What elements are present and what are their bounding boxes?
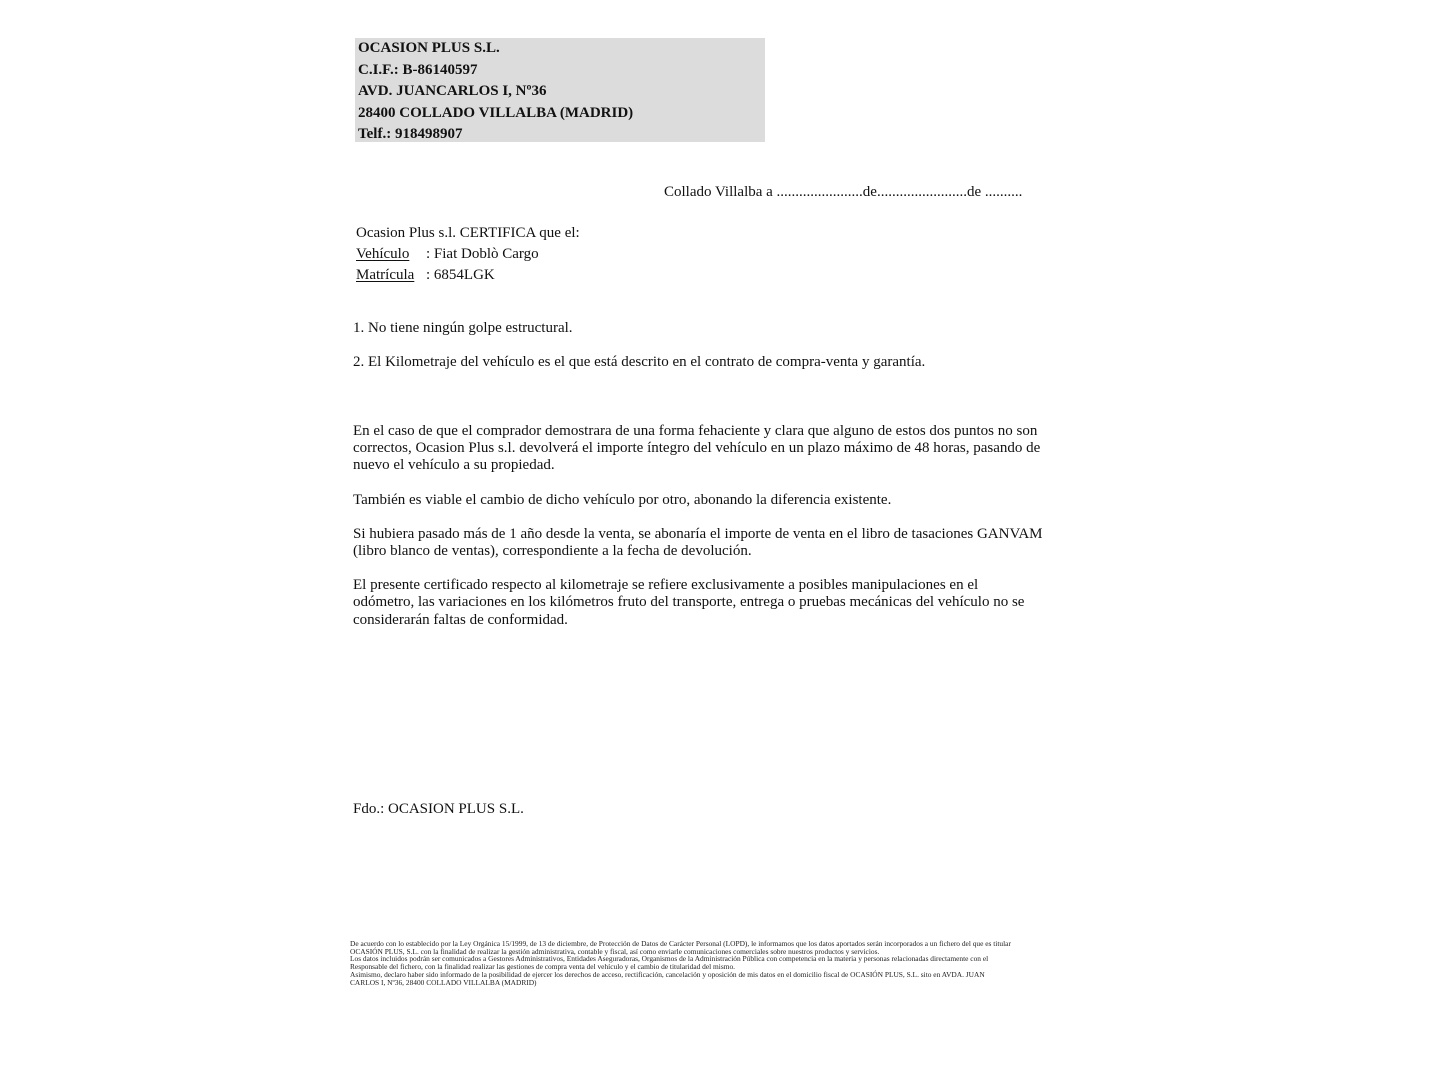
certification-intro [356,223,580,244]
company-address: AVD. JUANCARLOS I, Nº36 [358,83,547,99]
company-header-box [355,38,765,142]
footer-line: OCASIÓN PLUS, S.L. con la finalidad de realizar la gestión administrativa, contable y fiscal, así como enviarle comunicaciones comerciales sobre nuestros productos y servicios. [350,946,880,956]
company-city: 28400 COLLADO VILLALBA (MADRID) [358,104,634,121]
footer-line: Responsable del fichero, con la finalidad realizar las gestiones de compra venta del vehículo y el cambio de titularidad del mismo. [350,962,736,972]
conditions-section [353,423,1043,646]
privacy-footer [350,940,1050,987]
certification-block [356,223,580,286]
company-phone: Telf.: 918498907 [358,126,463,142]
plate-label: Matrícula [356,267,415,283]
company-cif: C.I.F.: B-86140597 [358,61,478,78]
plate-value: : 6854LGK [426,267,495,283]
odometer-paragraph: El presente certificado respecto al kilometraje se refiere exclusivamente a posibles manipulaciones en el odómetro, las variaciones en los kilómetros fruto del transporte, entrega o pruebas mecánicas del vehículo no se considerarán faltas de conformidad. [353,577,1025,628]
exchange-paragraph: También es viable el cambio de dicho vehículo por otro, abonando la diferencia existente. [353,491,892,508]
company-name: OCASION PLUS S.L. [358,40,500,56]
vehicle-row [356,244,580,265]
signature-line: Fdo.: OCASION PLUS S.L. [353,801,524,817]
certification-intro-text: Ocasion Plus s.l. CERTIFICA que el: [356,225,580,241]
vehicle-label: Vehículo [356,246,410,262]
ganvam-paragraph: Si hubiera pasado más de 1 año desde la venta, se abonaría el importe de venta en el libro de tasaciones GANVAM (libro blanco de ventas), correspondiente a la fecha de devolución. [353,525,1043,560]
certified-points-list [353,319,1053,387]
plate-row [356,265,580,286]
footer-line: Los datos incluidos podrán ser comunicados a Gestores Administrativos, Entidades Aseguradoras, Organismos de la Administración Pública con competencia en la materia y personas relacionadas directamente con el [350,954,989,964]
footer-line: CARLOS I, Nº36, 28400 COLLADO VILLALBA (MADRID) [350,977,537,987]
vehicle-value: : Fiat Doblò Cargo [426,246,539,262]
footer-line: De acuerdo con lo establecido por la Ley Orgánica 15/1999, de 13 de diciembre, de Protección de Datos de Carácter Personal (LOPD), le informamos que los datos aportados serán incorporados a un fichero del que es titular [350,940,1011,948]
footer-line: Asimismo, declaro haber sido informado de la posibilidad de ejercer los derechos de acceso, rectificación, cancelación y oposición de mis datos en el domicilio fiscal de OCASIÓN PLUS, S.L. sito en AVDA. JUAN [350,969,985,979]
certified-point-1: 1. No tiene ningún golpe estructural. [353,320,573,336]
date-place-line: Collado Villalba a .......................de........................de .......... [664,184,1023,200]
certified-point-2: 2. El Kilometraje del vehículo es el que está descrito en el contrato de compra-venta y garantía. [353,354,926,370]
refund-paragraph: En el caso de que el comprador demostrara de una forma fehaciente y clara que alguno de estos dos puntos no son correctos, Ocasion Plus s.l. devolverá el importe íntegro del vehículo en un plazo máximo de 48 horas, pasando de nuevo el vehículo a su propiedad. [353,423,1041,474]
